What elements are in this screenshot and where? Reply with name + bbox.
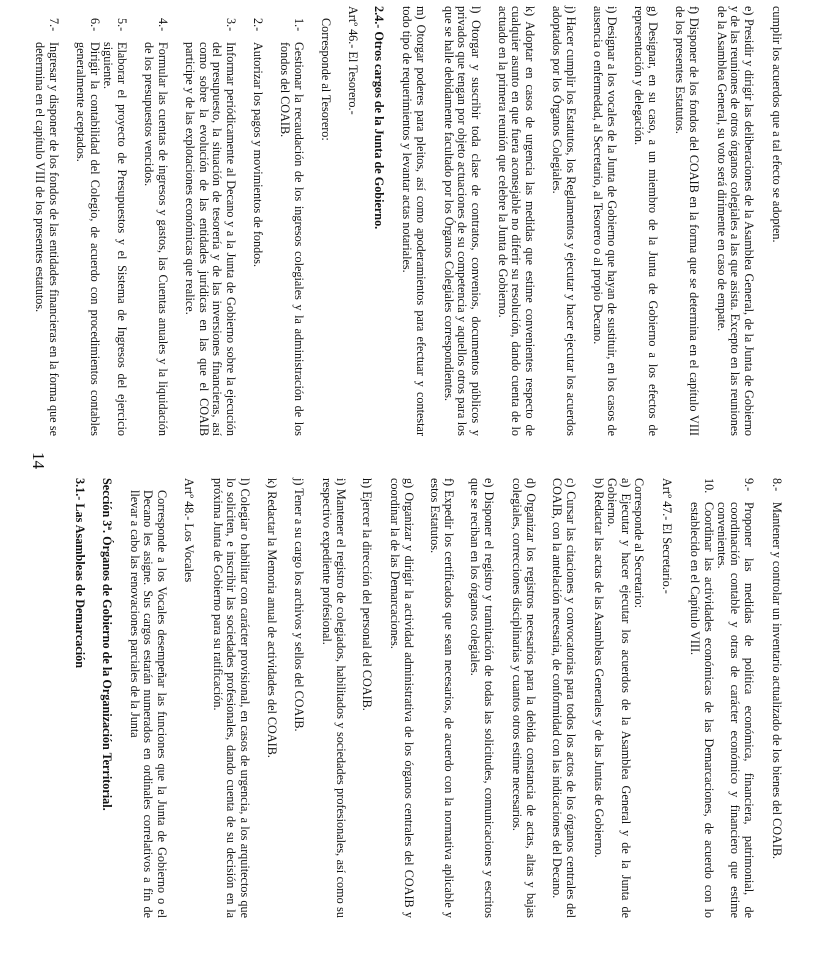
article-47-heading: Artº 47.- El Secretario.-	[660, 478, 674, 594]
tesorero-item-4	[142, 18, 169, 436]
item-number: 8.-	[770, 478, 784, 492]
secretario-clause-l: l) Colegiar o habilitar con carácter provisional, en casos de urgencia, a los arquitectos que lo soliciten, e inscribir las sociedades profesionales, dando cuenta de su decisión en la próxima Junta de Gobierno para su ratificación.	[210, 478, 252, 918]
item-text: Gestionar la recaudación de los ingresos colegiales y la administración de los fondos del COAIB.	[278, 42, 306, 436]
tesorero-item-10	[688, 478, 715, 918]
tesorero-item-8	[769, 478, 783, 918]
item-number: 9.-	[742, 478, 756, 492]
item-text: Informar periódicamente al Decano y a la Junta de Gobierno sobre la ejecución del presupuesto, la situación de tesorería y de las inversiones financieras, así como sobre la evolución de las entidades jurídicas en las que el COAIB participe y de las explotaciones económicas que realice.	[183, 42, 238, 436]
tesorero-item-5	[101, 18, 128, 436]
secretario-clause-g: g) Organizar y dirigir la actividad administrativa de los órganos centrales del COAIB y coordinar la de las Demarcaciones.	[388, 478, 416, 918]
item-text: Ingresar y disponer de los fondos de las entidades financieras en la forma que se determina en el capítulo VIII de los presentes estatutos.	[33, 42, 61, 436]
item-text: Formular las cuentas de ingresos y gastos, las Cuentas anuales y la liquidación de los presupuestos vencidos.	[142, 42, 170, 436]
clause-m-otorgar-poderes: m) Otorgar poderes para pleitos, así como apoderamientos para efectuar y contestar todo tipo de requerimientos y levantar actas notariales.	[400, 6, 428, 436]
secretario-clause-f: f) Expedir los certificados que sean necesarios, de acuerdo con la normativa aplicable y estos Estatutos.	[428, 478, 456, 918]
item-text: Coordinar las actividades económicas de las Demarcaciones, de acuerdo con lo establecido en el Capítulo VIII.	[688, 502, 716, 918]
tesorero-item-9	[714, 478, 755, 918]
clause-g-designar: g) Designar, en su caso, a un miembro de la Junta de Gobierno a los efectos de representación y delegación.	[632, 6, 660, 436]
item-number: 6.-	[88, 18, 102, 32]
clause-k-adoptar: k) Adoptar en casos de urgencia las medidas que estime convenientes respecto de cualquier asunto en que fuera aconsejable no diferir su resolución, dando cuenta de lo actuado en la primera reunión que celebre la Junta de Gobierno.	[495, 6, 537, 436]
tesorero-item-1	[278, 18, 305, 436]
secretario-clause-j: j) Tener a su cargo los archivos y sellos del COAIB.	[292, 478, 306, 732]
tesorero-item-3	[183, 18, 237, 436]
clause-i-designar-vocales: i) Designar a los vocales de la Junta de Gobierno que hayan de sustituir, en los casos de ausencia o enfermedad, al Secretario, al Tesorero o al propio Decano.	[591, 6, 619, 436]
secretario-clause-d: d) Organizar los registros necesarios para la debida constancia de actas, altas y bajas colegiales, correcciones disciplinarias y cuantos otros estime necesarios.	[510, 478, 538, 918]
clause-f-disponer: f) Disponer de los fondos del COAIB en la forma que se determina en el capítulo VIII de los presentes Estatutos.	[673, 6, 701, 436]
article-48-heading: Artº 48.- Los Vocales	[182, 478, 196, 583]
item-number: 7.-	[47, 18, 61, 32]
tesorero-item-7	[33, 18, 60, 436]
item-text: Autorizar los pagos y movimientos de fondos.	[251, 42, 265, 268]
item-text: Proponer las medidas de política económica, financiera, patrimonial, de coordinación contable y otras de carácter económico y financiero que estime convenientes.	[714, 502, 756, 918]
item-text: Mantener y controlar un inventario actualizado de los bienes del COAIB.	[770, 502, 784, 860]
item-number: 10.	[702, 478, 716, 494]
item-text: Dirigir la contabilidad del Colegio, de acuerdo con procedimientos contables generalmente aceptados.	[74, 42, 102, 436]
section-heading-2-4: 2.4.- Otros cargos de la Junta de Gobierno.	[372, 6, 386, 230]
clause-e-presidir: e) Presidir y dirigir las deliberaciones de la Asamblea General, de la Junta de Gobierno y de las reuniones de otros órganos colegiales a las que asista. Excepto en las reuniones de la Asamblea General, su voto será dirimente en caso de empate.	[714, 6, 756, 436]
secretario-clause-a: a) Ejecutar y hacer ejecutar los acuerdos de la Asamblea General y de la Junta de Gobierno.	[605, 478, 633, 918]
clause-l-otorgar: l) Otorgar y suscribir toda clase de contratos, convenios, documentos públicos y privados que tengan por objeto actuaciones de su competencia y aquellos otros para los que se halle debidamente facultado por los Órganos Colegiales correspondientes.	[441, 6, 483, 436]
vocales-paragraph: Corresponde a los Vocales desempeñar las funciones que la Junta de Gobierno o el Decano les asigne. Sus cargos estarán numerados en ordinales correlativos a fin de llevar a cabo las renovaciones parciales de la Junta	[127, 490, 169, 918]
item-number: 3.-	[224, 18, 238, 32]
page-number: 14	[29, 452, 48, 469]
tesorero-intro: Corresponde al Tesorero:	[319, 18, 333, 141]
paragraph-continuation: cumplir los acuerdos que a tal efecto se adopten.	[770, 6, 784, 243]
section-3-heading: Sección 3ª. Órganos de Gobierno de la Organización Territorial.	[100, 478, 114, 811]
article-46-heading: Artº 46.- El Tesorero.-	[346, 6, 360, 115]
item-number: 1.-	[292, 18, 306, 32]
tesorero-item-2	[250, 18, 264, 436]
clause-j-hacer-cumplir: j) Hacer cumplir los Estatutos, los Reglamentos y ejecutar y hacer ejecutar los acuerdos adoptados por los Órganos Colegiales.	[550, 6, 578, 436]
secretario-intro: Corresponde al Secretario:	[632, 478, 646, 608]
secretario-clause-b: b) Redactar las actas de las Asambleas Generales y de las Juntas de Gobierno.	[592, 478, 606, 858]
secretario-clause-k: k) Redactar la Memoria anual de actividades del COAIB.	[265, 478, 279, 758]
item-number: 5.-	[115, 18, 129, 32]
secretario-clause-c: c) Cursar las citaciones y convocatorias para todos los actos de los órganos centrales del COAIB, con la antelación necesaria, de conformidad con las indicaciones del Decano.	[550, 478, 578, 918]
tesorero-item-6	[74, 18, 101, 436]
secretario-clause-e: e) Disponer el registro y tramitación de todas las solicitudes, comunicaciones y escritos que se reciban en los órganos colegiales.	[468, 478, 496, 918]
secretario-clause-h: h) Ejercer la dirección del personal del COAIB.	[360, 478, 374, 711]
secretario-clause-i: i) Mantener el registro de colegiados, habilitados y sociedades profesionales, así como su respectivo expediente profesional.	[320, 478, 348, 918]
section-3-1-heading: 3.1.- Las Asambleas de Demarcación	[73, 478, 87, 669]
item-number: 2.-	[251, 18, 265, 32]
item-text: Elaborar el proyecto de Presupuestos y el Sistema de Ingresos del ejercicio siguiente.	[101, 42, 129, 436]
item-number: 4.-	[156, 18, 170, 32]
